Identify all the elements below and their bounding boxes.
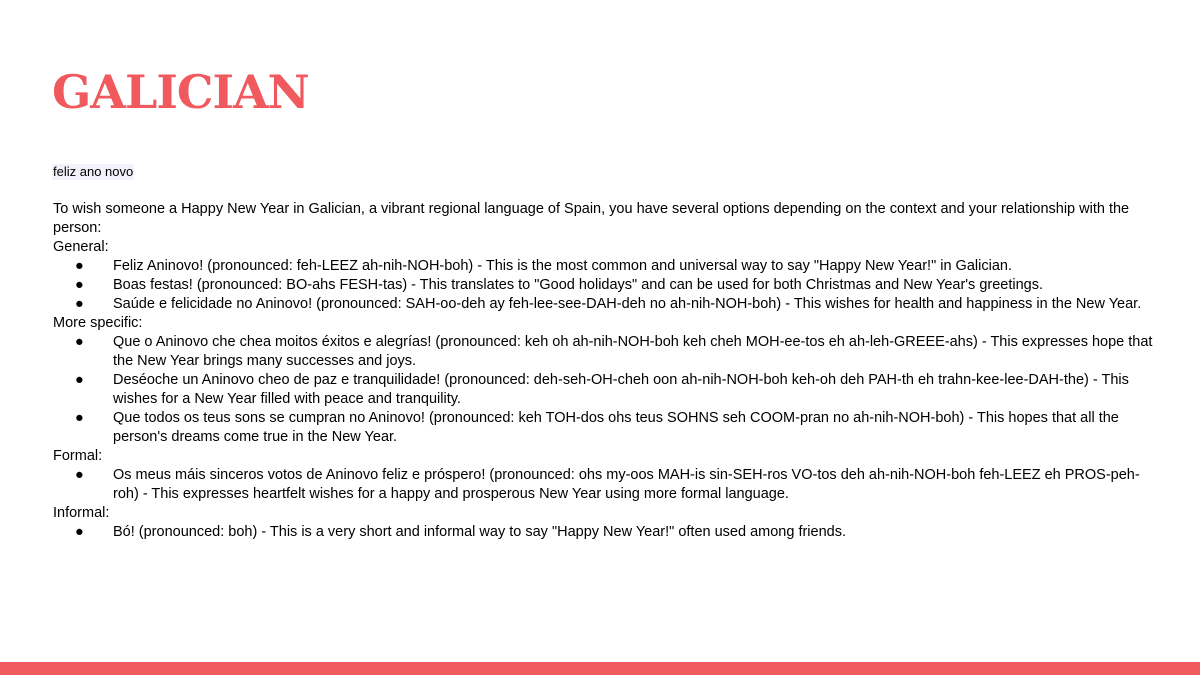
slide-body [53, 200, 1153, 542]
list-item-text: Deséoche un Aninovo cheo de paz e tranquilidade! (pronounced: deh-seh-OH-cheh oon ah-nih-NOH-boh keh-oh deh PAH-th eh trahn-kee-lee-DAH-the) - This wishes for a New Year filled with peace and tranquility. [113, 372, 1129, 407]
list-item [53, 409, 1153, 447]
list-item [53, 466, 1153, 504]
greeting-sections [53, 238, 1153, 542]
bullet-icon: ● [75, 372, 84, 388]
list-item-text: Boas festas! (pronounced: BO-ahs FESH-tas) - This translates to "Good holidays" and can be used for both Christmas and New Year's greetings. [113, 277, 1043, 293]
list-item [53, 523, 1153, 542]
bullet-list [53, 466, 1153, 504]
list-item [53, 295, 1153, 314]
intro-paragraph: To wish someone a Happy New Year in Galician, a vibrant regional language of Spain, you have several options depending on the context and your relationship with the person: [53, 201, 1130, 236]
bullet-icon: ● [75, 524, 84, 540]
list-item-text: Saúde e felicidade no Aninovo! (pronounced: SAH-oo-deh ay feh-lee-see-DAH-deh no ah-nih-NOH-boh) - This wishes for health and happiness in the New Year. [113, 296, 1142, 312]
list-item [53, 276, 1153, 295]
section-label: General: [53, 239, 109, 255]
section-label: Informal: [53, 505, 110, 521]
list-item [53, 371, 1153, 409]
list-item-text: Os meus máis sinceros votos de Aninovo feliz e próspero! (pronounced: ohs my-oos MAH-is sin-SEH-ros VO-tos deh ah-nih-NOH-boh feh-LEEZ eh PROS-peh-roh) - This expresses heartfelt wishes for a happy and prosperous New Year using more formal language. [113, 467, 1140, 502]
footer-accent-bar [0, 662, 1200, 675]
list-item-text: Bó! (pronounced: boh) - This is a very short and informal way to say "Happy New Year!" often used among friends. [113, 524, 846, 540]
bullet-list [53, 257, 1153, 314]
slide-title: GALICIAN [52, 65, 309, 119]
list-item-text: Que todos os teus sons se cumpran no Aninovo! (pronounced: keh TOH-dos ohs teus SOHNS seh COOM-pran no ah-nih-NOH-boh) - This hopes that all the person's dreams come true in the New Year. [113, 410, 1119, 445]
list-item-text: Que o Aninovo che chea moitos éxitos e alegrías! (pronounced: keh oh ah-nih-NOH-boh keh cheh MOH-ee-tos eh ah-leh-GREEE-ahs) - This expresses hope that the New Year brings many successes and joys. [113, 334, 1153, 369]
bullet-icon: ● [75, 467, 84, 483]
slide-subtitle: feliz ano novo [53, 164, 134, 179]
bullet-icon: ● [75, 296, 84, 312]
section-label: More specific: [53, 315, 143, 331]
bullet-icon: ● [75, 258, 84, 274]
list-item [53, 333, 1153, 371]
bullet-icon: ● [75, 277, 84, 293]
bullet-icon: ● [75, 410, 84, 426]
list-item [53, 257, 1153, 276]
section-label: Formal: [53, 448, 103, 464]
bullet-icon: ● [75, 334, 84, 350]
bullet-list [53, 523, 1153, 542]
bullet-list [53, 333, 1153, 447]
list-item-text: Feliz Aninovo! (pronounced: feh-LEEZ ah-nih-NOH-boh) - This is the most common and universal way to say "Happy New Year!" in Galician. [113, 258, 1012, 274]
